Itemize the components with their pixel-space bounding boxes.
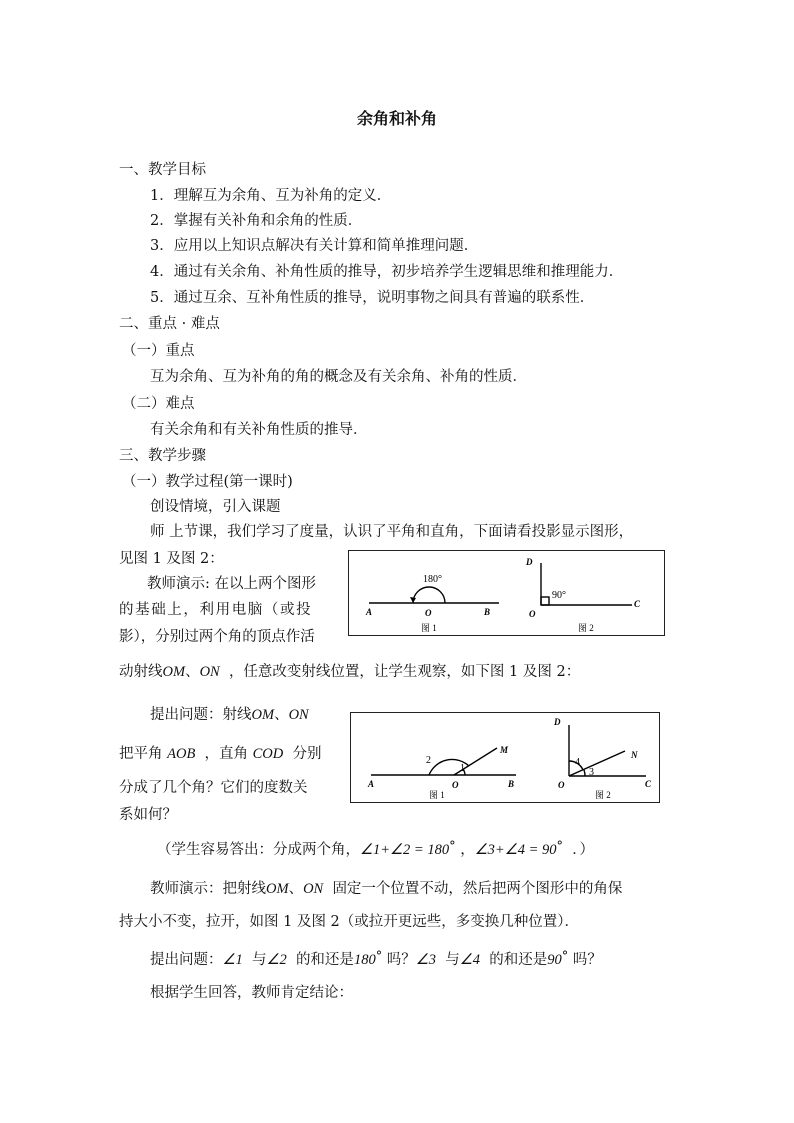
text: 固定一个位置不动，然后把两个图形中的角保: [332, 881, 623, 897]
label-d: D: [554, 717, 561, 727]
label-180: 180°: [423, 574, 442, 585]
label-angle-3: 3: [589, 767, 594, 778]
text: 吗？: [386, 952, 416, 968]
label-angle-1: 1: [460, 763, 465, 774]
label-o: O: [558, 780, 565, 790]
math-angle-2: ∠2: [266, 952, 287, 968]
degree-sign: °: [375, 949, 383, 964]
math-ray-om: OM: [251, 707, 275, 723]
figure-caption: 图 1: [429, 790, 445, 800]
figure-straight-and-right-angle: [348, 550, 665, 636]
subheading-difficulties: （二）难点: [122, 396, 195, 412]
text: 提出问题：: [150, 952, 223, 968]
paragraph: 互为余角、互为补角的角的概念及有关余角、补角的性质．: [150, 369, 527, 385]
text: ，: [460, 842, 475, 858]
math-ray-om: OM: [162, 664, 186, 680]
degree-sign: °: [556, 839, 564, 854]
math-ray-on: ON: [288, 707, 309, 723]
section-heading-2: 二、重点 · 难点: [119, 316, 220, 332]
paragraph: 教师演示: 在以上两个图形: [147, 576, 316, 592]
label-c: C: [645, 779, 652, 789]
label-o: O: [529, 609, 536, 619]
list-item: 5．通过互余、互补角性质的推导，说明事物之间具有普遍的联系性．: [150, 290, 595, 306]
figure-caption: 图 1: [421, 623, 437, 633]
paragraph: 影），分别过两个角的顶点作活: [119, 629, 315, 645]
paragraph: [150, 705, 309, 725]
text: 、: [185, 664, 200, 680]
subheading-key-points: （一）重点: [122, 343, 195, 359]
paragraph: 分成了几个角？它们的度数关: [119, 780, 308, 796]
math-angle-4: ∠4: [459, 952, 481, 968]
paragraph: [150, 950, 602, 971]
list-item: 2．掌握有关补角和余角的性质．: [150, 213, 363, 229]
paragraph: 有关余角和有关补角性质的推导．: [150, 422, 368, 438]
figure-caption: 图 2: [578, 623, 594, 633]
paragraph: [150, 879, 622, 899]
label-o: O: [425, 608, 432, 618]
degree-sign: °: [561, 949, 569, 964]
math-angle-3: ∠3: [415, 952, 437, 968]
paragraph: 见图 1 及图 2：: [119, 551, 224, 567]
label-90: 90°: [552, 590, 566, 601]
text: 提出问题：射线: [150, 707, 252, 723]
label-m: M: [500, 745, 509, 755]
math-180: 180: [353, 952, 376, 968]
math-90: 90: [547, 952, 562, 968]
subheading-process: （一）教学过程(第一课时): [122, 474, 293, 490]
arc-180: [413, 587, 445, 603]
math-ray-on: ON: [199, 664, 220, 680]
paragraph: 根据学生回答，教师肯定结论：: [150, 985, 353, 1001]
text: 分别: [292, 746, 322, 762]
text: （学生容易答出：分成两个角，: [157, 842, 360, 858]
section-heading-1: 一、教学目标: [119, 162, 206, 178]
math-ray-om: OM: [266, 881, 289, 897]
paragraph: [119, 662, 580, 682]
paragraph: 创设情境，引入课题: [150, 499, 281, 515]
list-item: 4．通过有关余角、补角性质的推导，初步培养学生逻辑思维和推理能力．: [150, 264, 624, 280]
label-b: B: [508, 779, 515, 789]
label-a: A: [368, 779, 375, 789]
figure-caption: 图 2: [595, 790, 611, 800]
label-c: C: [634, 599, 641, 609]
label-n: N: [631, 750, 638, 760]
text: 把平角: [119, 746, 163, 762]
label-a: A: [366, 607, 373, 617]
figure-svg: [349, 551, 664, 635]
math-eq-180: ∠1+∠2 = 180: [360, 842, 450, 858]
label-d: D: [526, 557, 533, 567]
list-item: 3．应用以上知识点解决有关计算和简单推理问题．: [150, 238, 479, 254]
page-title: 余角和补角: [356, 109, 437, 128]
label-o: O: [452, 780, 459, 790]
text: 动射线: [119, 664, 163, 680]
arc-angle-3: [584, 770, 585, 776]
text: 吗？: [572, 952, 602, 968]
figure-svg: [351, 713, 659, 802]
label-angle-4: 4: [575, 757, 580, 768]
degree-sign: °: [449, 839, 456, 854]
text: ，直角: [204, 746, 249, 762]
math-angle-1: ∠1: [222, 952, 243, 968]
paragraph: 的基础上，利用电脑（或投: [119, 602, 313, 618]
paragraph: 师 上节课，我们学习了度量，认识了平角和直角，下面请看投影显示图形，: [150, 524, 634, 540]
text: 与: [445, 952, 460, 968]
math-angle-cod: COD: [252, 746, 284, 762]
label-angle-2: 2: [426, 755, 431, 766]
paragraph: 持大小不变，拉开，如图 1 及图 2（或拉开更远些，多变换几种位置）．: [119, 914, 580, 930]
arrow-icon: [410, 597, 416, 603]
text: ．）: [572, 842, 594, 858]
right-angle-mark: [541, 597, 549, 605]
text: 与: [251, 952, 267, 968]
text: 的和还是: [489, 952, 548, 968]
math-eq-90: ∠3+∠4 = 90: [474, 842, 557, 858]
paragraph: [119, 744, 321, 764]
math-angle-aob: AOB: [167, 746, 196, 762]
label-b: B: [484, 607, 491, 617]
text: 教师演示：把射线: [150, 881, 266, 897]
list-item: 1．理解互为余角、互为补角的定义．: [150, 188, 392, 204]
section-heading-3: 三、教学步骤: [119, 448, 206, 464]
paragraph: 系如何？: [119, 807, 177, 823]
figure-rays-om-on: [350, 712, 660, 803]
text: 、: [288, 881, 304, 897]
text: 的和还是: [295, 952, 354, 968]
text: 、: [274, 707, 289, 723]
math-ray-on: ON: [303, 881, 324, 897]
paragraph: [157, 840, 594, 861]
text: ，任意改变射线位置，让学生观察，如下图 1 及图 2：: [228, 664, 581, 680]
